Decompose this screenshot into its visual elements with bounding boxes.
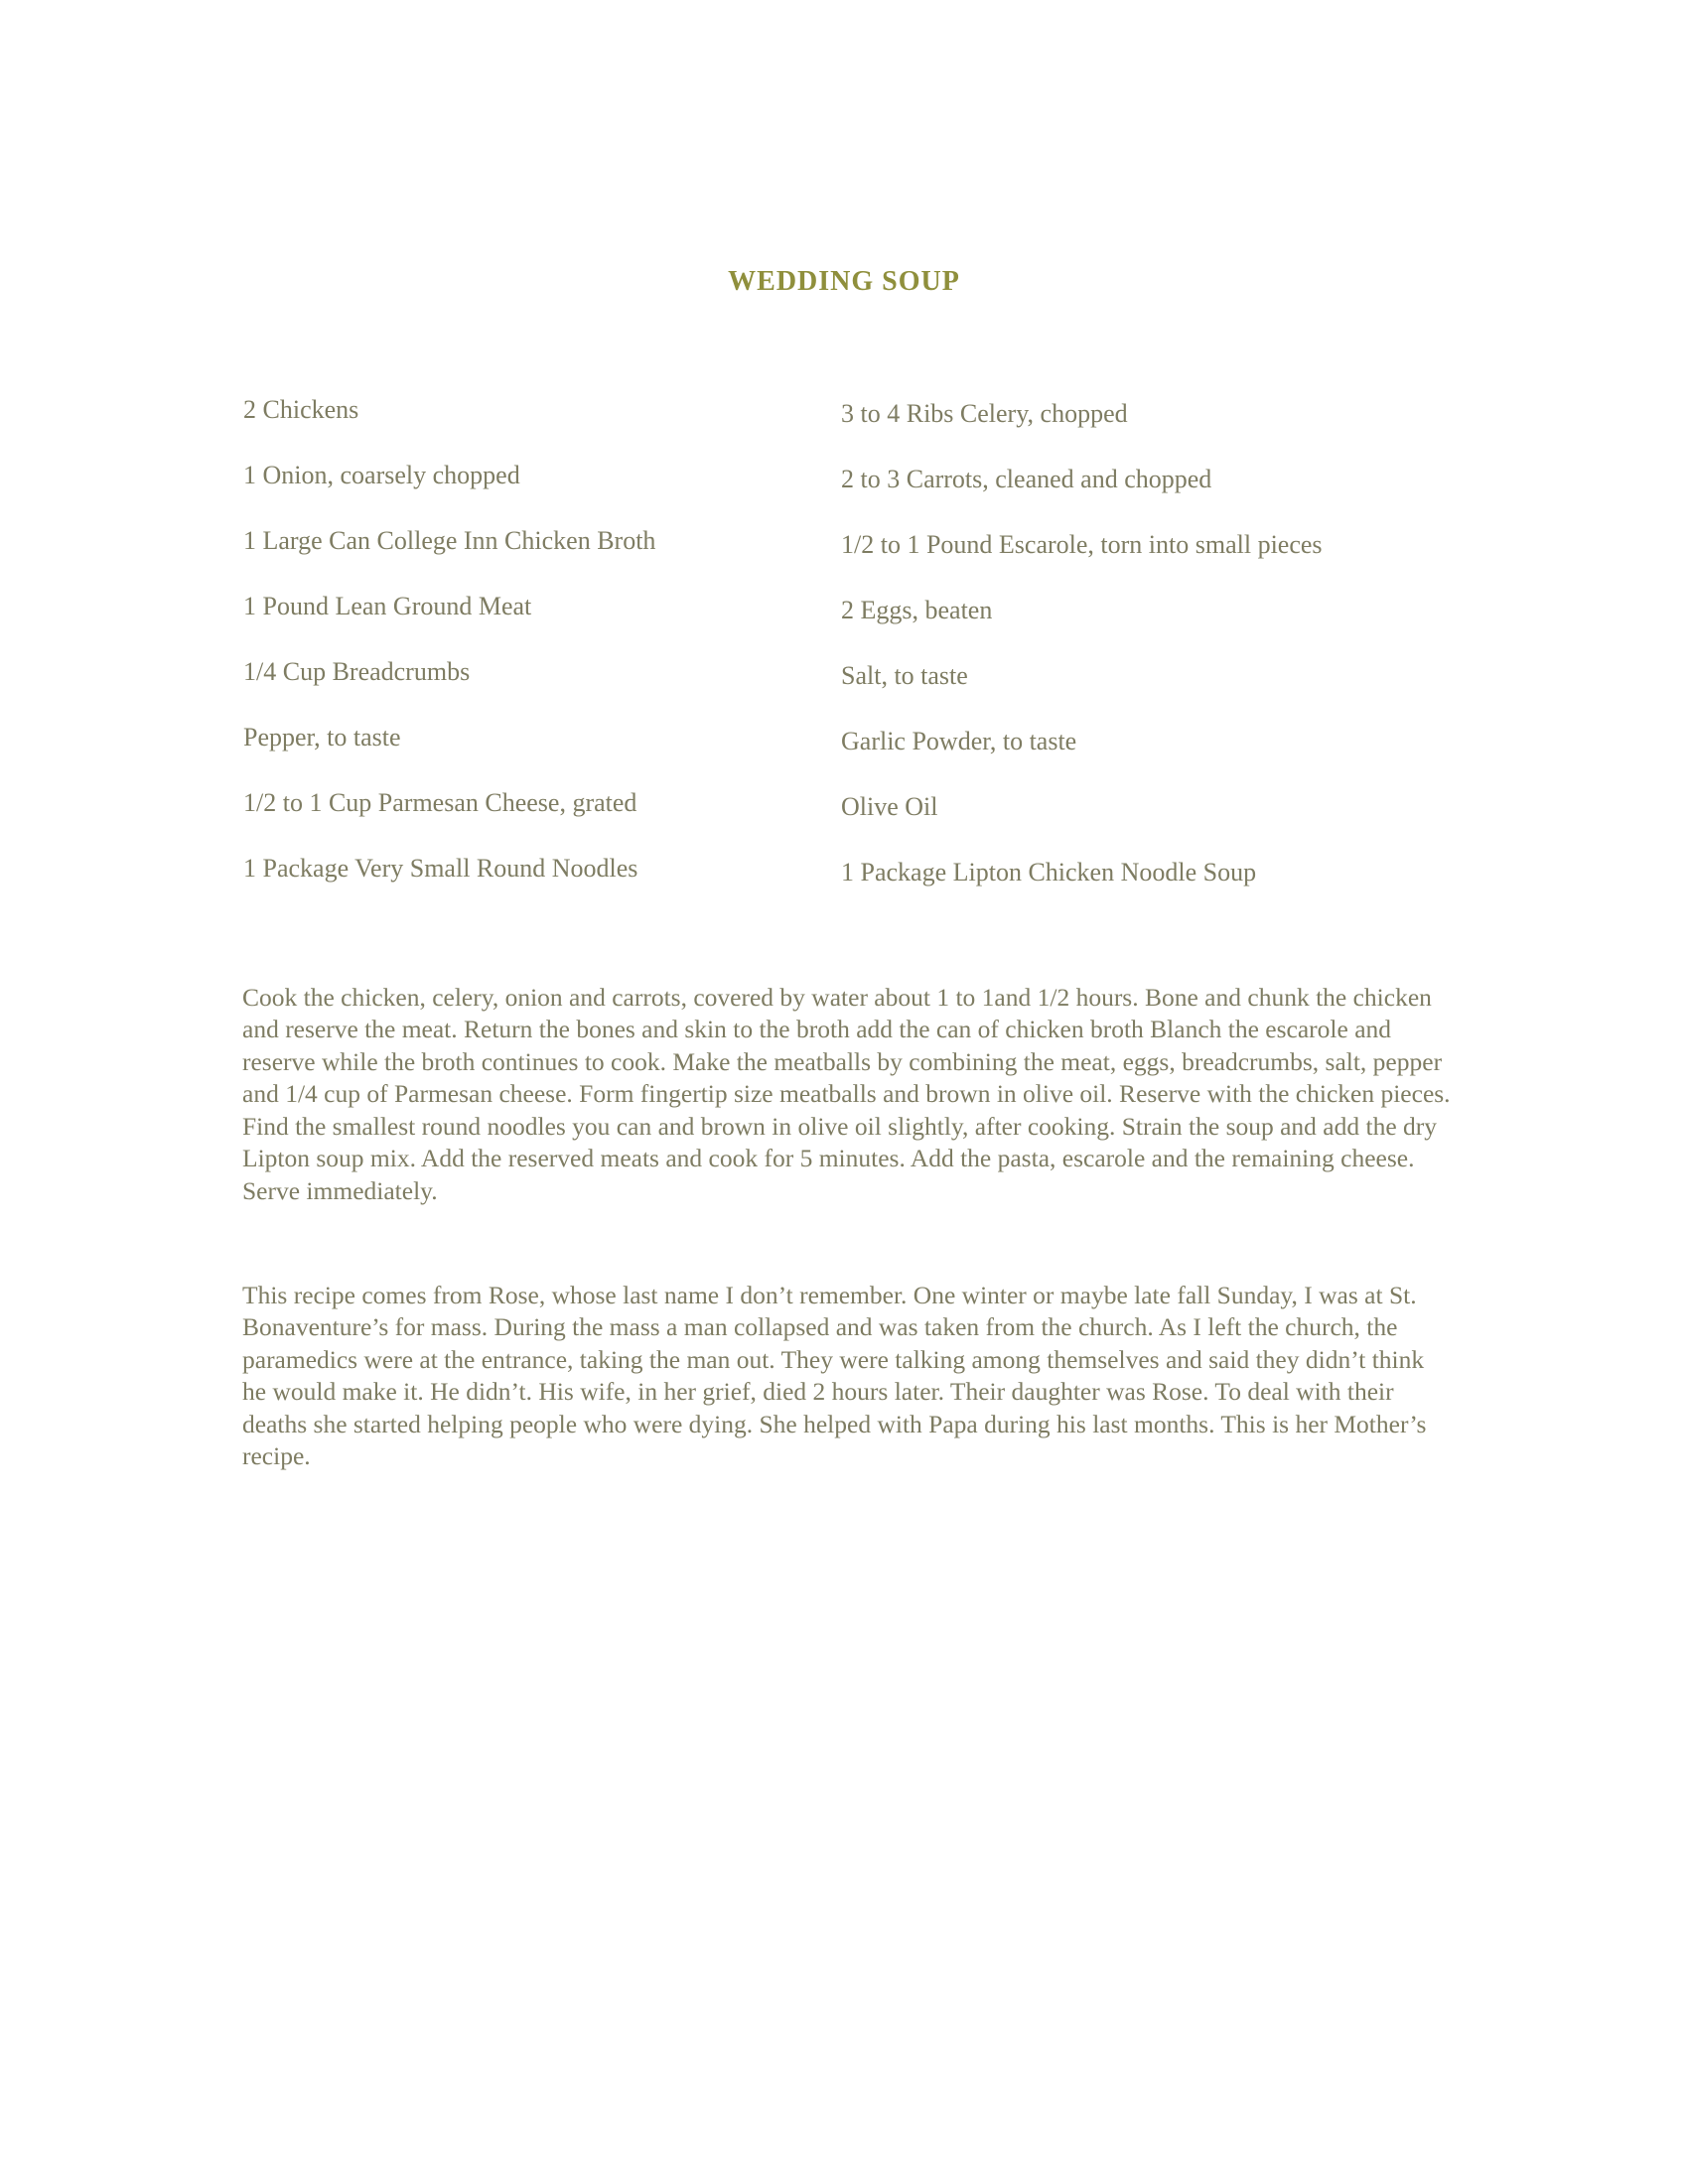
ingredient-item: Garlic Powder, to taste [841, 727, 1077, 755]
story-paragraph: This recipe comes from Rose, whose last name I don’t remember. One winter or maybe late fall Sunday, I was at St. Bonaventure’s for mass. During the mass a man collapsed and was taken from the church. As I left the church, the paramedics were at the entrance, taking the man out. They were talking among themselves and said they didn’t think he would make it. He didn’t. His wife, in her grief, died 2 hours later. Their daughter was Rose. To deal with their deaths she started helping people who were dying. She helped with Papa during his last months. This is her Mother’s recipe. [242, 1280, 1427, 1470]
recipe-title: WEDDING SOUP [728, 266, 960, 297]
ingredient-item: 3 to 4 Ribs Celery, chopped [841, 399, 1128, 428]
ingredients-left-column [243, 393, 819, 917]
ingredient-item: 1 Onion, coarsely chopped [243, 461, 520, 489]
ingredient-item: 1/4 Cup Breadcrumbs [243, 657, 471, 686]
ingredient-item: 2 to 3 Carrots, cleaned and chopped [841, 465, 1212, 493]
ingredient-item: Pepper, to taste [243, 723, 401, 751]
ingredient-item: 1 Large Can College Inn Chicken Broth [243, 526, 656, 555]
ingredient-item: 1 Package Very Small Round Noodles [243, 854, 638, 883]
ingredient-item: 1/2 to 1 Pound Escarole, torn into small pieces [841, 530, 1323, 559]
ingredient-item: Olive Oil [841, 792, 938, 821]
ingredient-item: 2 Chickens [243, 395, 359, 424]
directions-paragraph: Cook the chicken, celery, onion and carrots, covered by water about 1 to 1and 1/2 hours. Bone and chunk the chicken and reserve the meat. Return the bones and skin to the broth add the can of chicken broth Blanch the escarole and reserve while the broth continues to cook. Make the meatballs by combining the meat, eggs, breadcrumbs, salt, pepper and 1/4 cup of Parmesan cheese. Form fingertip size meatballs and brown in olive oil. Reserve with the chicken pieces. Find the smallest round noodles you can and brown in olive oil slightly, after cooking. Strain the soup and add the dry Lipton soup mix. Add the reserved meats and cook for 5 minutes. Add the pasta, escarole and the remaining cheese. Serve immediately. [242, 982, 1451, 1205]
ingredients-right-column [841, 397, 1437, 921]
ingredient-item: 1 Pound Lean Ground Meat [243, 592, 532, 620]
ingredient-item: 2 Eggs, beaten [841, 596, 993, 624]
ingredient-item: 1 Package Lipton Chicken Noodle Soup [841, 858, 1257, 887]
ingredients-list [0, 393, 1688, 909]
ingredient-item: 1/2 to 1 Cup Parmesan Cheese, grated [243, 788, 637, 817]
ingredient-item: Salt, to taste [841, 661, 968, 690]
